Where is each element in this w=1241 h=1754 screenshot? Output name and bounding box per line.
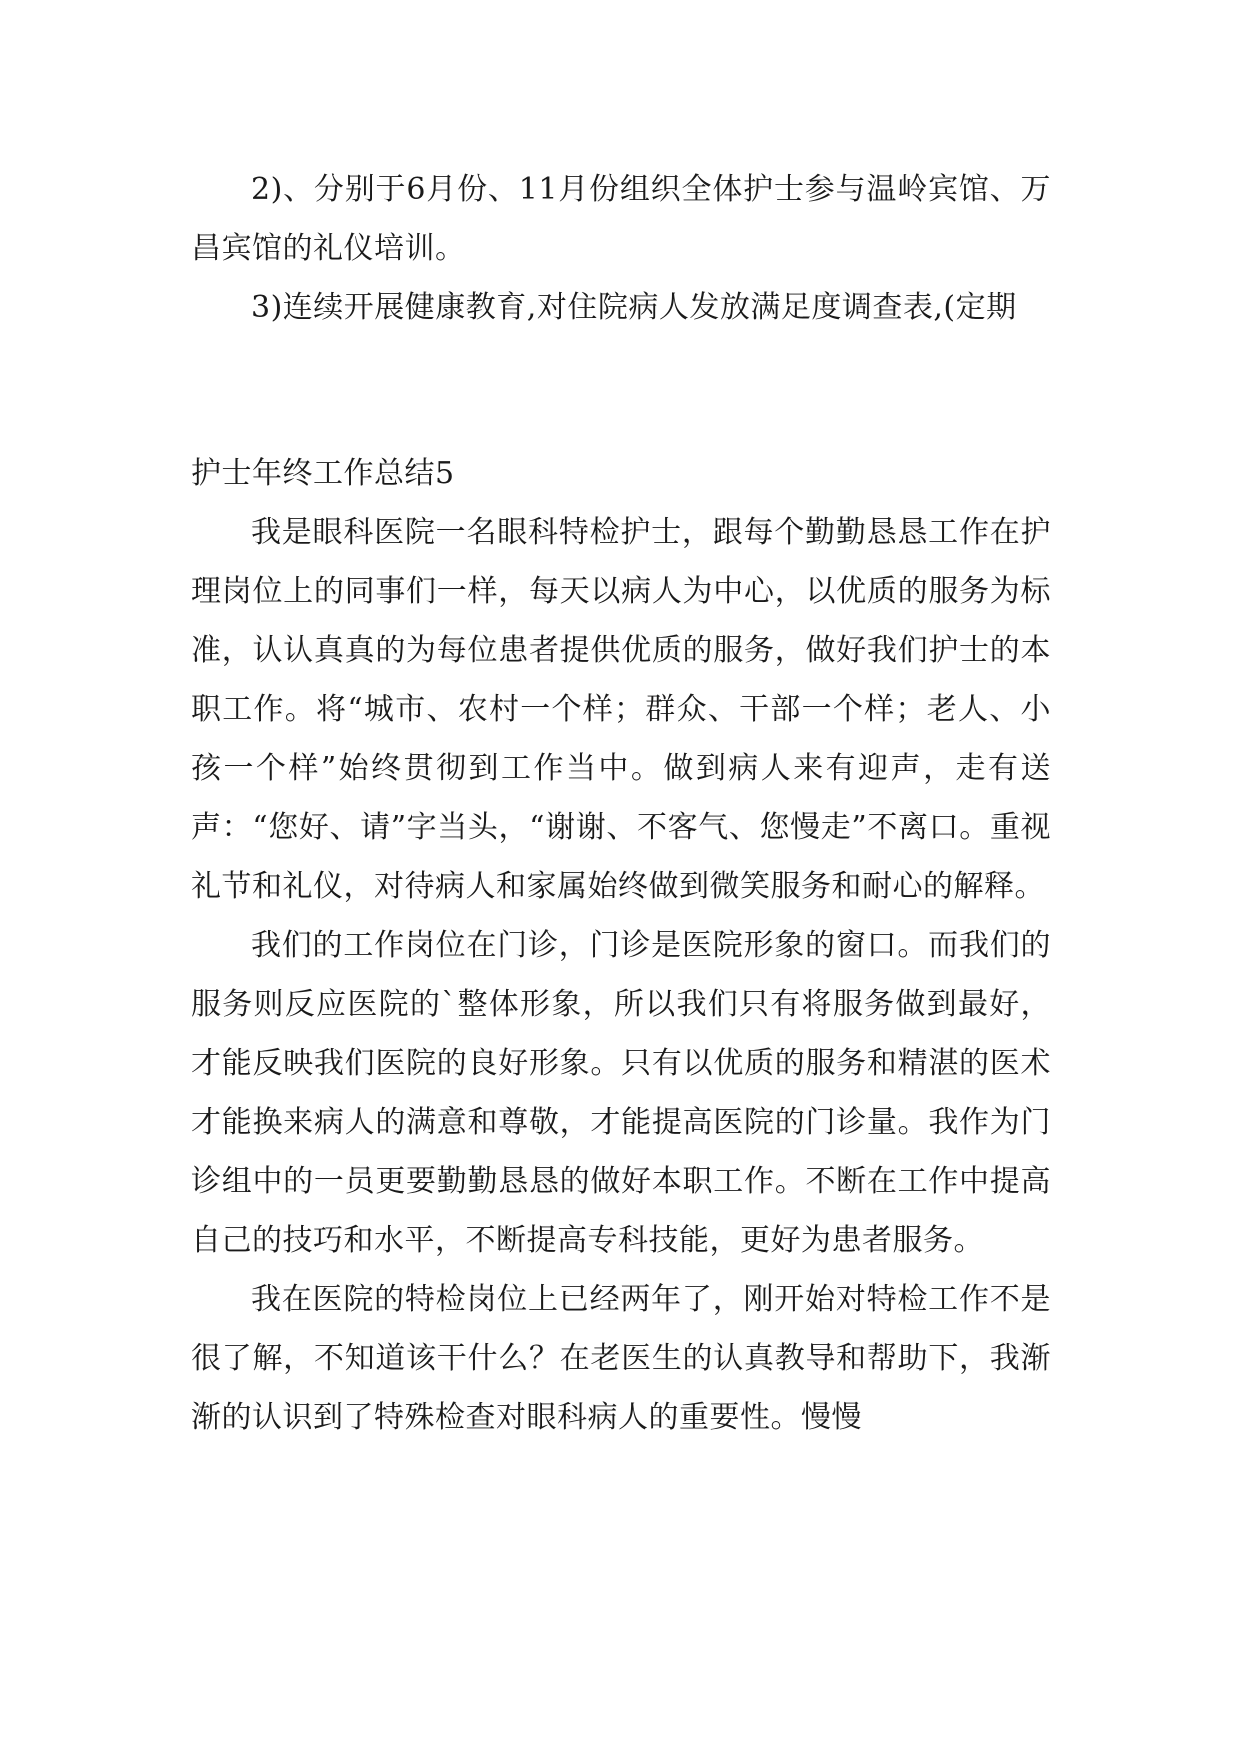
body-paragraph: 我们的工作岗位在门诊，门诊是医院形象的窗口。而我们的服务则反应医院的`整体形象，所以我们只有将服务做到最好，才能反映我们医院的良好形象。只有以优质的服务和精湛的医术才能换来病人的满意和尊敬，才能提高医院的门诊量。我作为门诊组中的一员更要勤勤恳恳的做好本职工作。不断在工作中提高自己的技巧和水平，不断提高专科技能，更好为患者服务。 (191, 928, 1051, 1258)
body-paragraph: 我是眼科医院一名眼科特检护士，跟每个勤勤恳恳工作在护理岗位上的同事们一样，每天以病人为中心，以优质的服务为标准，认认真真的为每位患者提供优质的服务，做好我们护士的本职工作。将“城市、农村一个样；群众、干部一个样；老人、小孩一个样”始终贯彻到工作当中。做到病人来有迎声，走有送声：“您好、请”字当头，“谢谢、不客气、您慢走”不离口。重视礼节和礼仪，对待病人和家属始终做到微笑服务和耐心的解释。 (191, 515, 1051, 904)
top-text-block (191, 160, 1051, 337)
body-paragraph: 我在医院的特检岗位上已经两年了，刚开始对特检工作不是很了解，不知道该干什么？在老医生的认真教导和帮助下，我渐渐的认识到了特殊检查对眼科病人的重要性。慢慢 (191, 1282, 1051, 1435)
paragraph-item-3: 3)连续开展健康教育,对住院病人发放满足度调查表,(定期 (251, 290, 1017, 325)
main-text-block (191, 444, 1051, 1447)
section-title: 护士年终工作总结5 (191, 456, 455, 491)
paragraph-item-2: 2)、分别于6月份、11月份组织全体护士参与温岭宾馆、万昌宾馆的礼仪培训。 (191, 172, 1051, 266)
